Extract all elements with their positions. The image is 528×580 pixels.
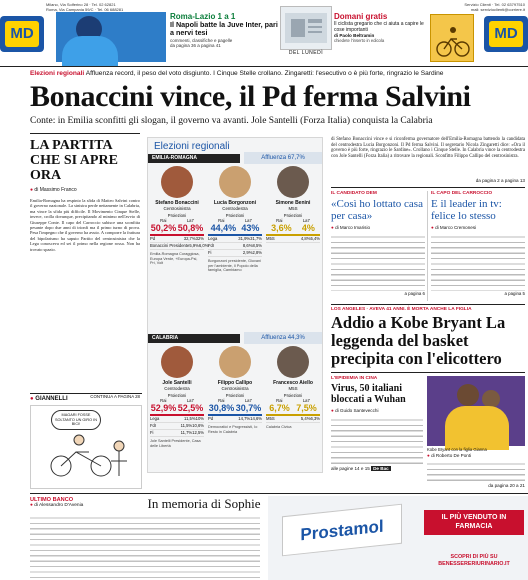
sport-teaser[interactable] xyxy=(170,12,278,48)
kobe-body xyxy=(427,460,525,482)
source-label: La7 xyxy=(244,398,252,403)
party-name: Pd xyxy=(208,416,214,421)
candidate-card[interactable] xyxy=(266,166,320,243)
carroccio-author: ● di Marco Cremonesi xyxy=(431,225,477,230)
advert-logo-left[interactable]: MD xyxy=(0,16,44,52)
kobe-author: ● di Roberto De Ponti xyxy=(427,453,472,458)
list-note: Borgonzoni presidente, Giovani per l'ambiente, Il Popolo della famiglia, Cambiamo xyxy=(208,259,261,273)
party-value: 10% xyxy=(195,416,204,421)
party-value: 6,3% xyxy=(310,416,320,421)
source-label: La7 xyxy=(302,398,310,403)
candidate-photo xyxy=(277,346,309,378)
editorial-author: ● di Massimo Franco xyxy=(30,187,77,193)
party-row xyxy=(208,416,262,423)
dem-candidate-article[interactable] xyxy=(331,191,425,296)
party-name: Lega xyxy=(150,416,160,421)
result-rai: 44,4% xyxy=(210,223,237,233)
party-value: 5,4% xyxy=(310,236,320,241)
gift-teaser-title: Domani gratis xyxy=(334,12,388,21)
result-la7: 4% xyxy=(301,223,315,233)
party-value: 31,9% xyxy=(238,236,251,241)
kobe-photo[interactable] xyxy=(427,376,525,446)
candidate-photo xyxy=(277,166,309,198)
results-panel-title: Elezioni regionali xyxy=(154,141,230,152)
party-value: 14,7% xyxy=(238,416,251,421)
list-note: Democratici e Progressisti, Io Resto in Calabria xyxy=(208,425,258,434)
china-body xyxy=(331,416,423,466)
china-kicker: L'EPIDEMIA IN CINA xyxy=(331,376,378,381)
china-author: ● di Guido Santevecchi xyxy=(331,408,379,413)
candidate-party: Centrosinistra xyxy=(221,386,249,391)
source-label: Rai xyxy=(160,218,167,223)
dem-kicker: IL CANDIDATO DEM xyxy=(331,191,377,196)
source-label: Rai xyxy=(218,398,225,403)
kicker-label: Elezioni regionali xyxy=(30,70,85,77)
result-la7: 52,5% xyxy=(177,403,204,413)
party-row xyxy=(150,430,204,437)
source-label: La7 xyxy=(186,218,194,223)
source-label: La7 xyxy=(302,218,310,223)
masthead-right-info: Servizio Clienti · Tel. 02 63797510 mail: servizioclienti@corriere.it xyxy=(464,2,525,12)
subheadline[interactable]: Conte: in Emilia sconfitti gli slogan, il governo va avanti. Jole Santelli (Forza Italia) conquista la Calabria xyxy=(30,116,433,126)
candidate-name: Jole Santelli xyxy=(162,380,192,386)
result-rai: 30,8% xyxy=(208,403,235,413)
projections-label: Proiezioni xyxy=(225,393,245,398)
candidate-party: M5S xyxy=(288,206,298,211)
candidate-card[interactable] xyxy=(150,346,204,448)
party-value: 11,7% xyxy=(180,430,193,435)
candidate-party: Centrodestra xyxy=(164,386,190,391)
candidate-name: Lucia Borgonzoni xyxy=(213,200,257,206)
lakers-kicker: LOS ANGELES · AVEVA 41 ANNI. È MORTA ANCHE LA FIGLIA xyxy=(331,307,472,312)
sport-teaser-headline: Il Napoli batte la Juve Inter, pari a nervi tesi xyxy=(170,20,278,38)
result-rai: 6,7% xyxy=(269,403,290,413)
sport-teaser-title: Roma-Lazio 1 a 1 xyxy=(170,12,236,21)
list-note: Emilia-Romagna Coraggiosa, Europa Verde, +Europa-Psi, Pri, Volt xyxy=(150,252,200,266)
candidate-name: Francesco Aiello xyxy=(273,380,313,386)
china-article[interactable] xyxy=(331,376,423,471)
ad-product-box xyxy=(282,504,402,557)
masthead-left-info: Milano, Via Solferino 28 · Tel. 02 62821 Roma, Via Campania 59/C · Tel. 06 688281 xyxy=(46,2,124,12)
source-label: La7 xyxy=(244,218,252,223)
giannelli-label: ● GIANNELLI xyxy=(30,396,68,402)
carroccio-page: a pagina 5 xyxy=(504,291,525,296)
masthead-illustration xyxy=(280,6,332,50)
candidate-name: Filippo Callipo xyxy=(217,380,253,386)
projections-label: Proiezioni xyxy=(283,393,303,398)
advert-logo-right[interactable]: MD xyxy=(484,16,528,52)
party-name: Fi xyxy=(208,250,212,255)
party-value: 12,5% xyxy=(192,430,204,435)
party-name: M5S xyxy=(266,416,275,421)
ultimo-banco-author: ● di Alessandro D'Avenia xyxy=(30,503,84,508)
party-value: 5,9% xyxy=(189,243,199,248)
ad-site-link[interactable]: SCOPRI DI PIÙ SU BENESSERERIURINARIO.IT xyxy=(438,554,510,567)
party-value: 14,6% xyxy=(250,416,262,421)
kobe-caption: Kobe Bryant con la figlia Gianna xyxy=(427,447,487,452)
source-label: Rai xyxy=(276,218,283,223)
kicker-bar xyxy=(30,70,528,77)
projections-label: Proiezioni xyxy=(167,393,187,398)
main-headline[interactable]: Bonaccini vince, il Pd ferma Salvini xyxy=(30,80,471,113)
editorial-body: Emilia-Romagna ha respinto la sfida di Matteo Salvini contro il governo nazionale. La sinistra perde nettamente in Calabria, ma vince la sfida più difficile. Il Movimento Cinque Stelle, invece, crolla dovunque, precipitando al minimo nell'avvio di Giuseppe Conte. Il capo del Carroccio subisce una sconfitta pesante dopo due anni di trionfi ma il primo turno di prova. Pesa l'impegno che il governo ha avuto. A comporre la frattura del bipolarismo ha saputo Partito del centrosinistra che la Lega conosceva ed sei il primo nella regione rossa. Non ha trovato spazio. xyxy=(30,198,140,252)
candidate-card[interactable] xyxy=(208,166,262,273)
gift-teaser[interactable] xyxy=(334,12,434,43)
party-name: Lega xyxy=(208,236,218,241)
candidate-name: Stefano Bonaccini xyxy=(155,200,199,206)
party-value: 8,6% xyxy=(242,243,253,248)
candidate-card[interactable] xyxy=(266,346,320,430)
lakers-headline[interactable]: Addio a Kobe Bryant La leggenda del basket precipita con l'elicottero xyxy=(331,313,506,368)
result-rai: 50,2% xyxy=(150,223,177,233)
party-row xyxy=(208,243,262,250)
candidate-name: Simone Benini xyxy=(275,200,311,206)
party-row xyxy=(150,416,204,423)
projections-label: Proiezioni xyxy=(167,213,187,218)
party-row xyxy=(150,236,204,243)
party-value: 6,0% xyxy=(198,243,209,248)
party-row xyxy=(150,243,209,250)
ad-brand: Prostamol xyxy=(300,516,384,545)
candidate-photo xyxy=(161,346,193,378)
ultimo-banco-body xyxy=(30,514,260,578)
ultimo-banco-kicker: ULTIMO BANCO xyxy=(30,497,74,503)
source-label: La7 xyxy=(186,398,194,403)
party-name: Fi xyxy=(150,430,154,435)
party-name: FdI xyxy=(208,243,215,248)
prostamol-ad[interactable] xyxy=(268,496,528,580)
party-value: 32% xyxy=(195,236,204,241)
candidate-party: M5S xyxy=(288,386,298,391)
gift-teaser-author: di Paolo Beltramin xyxy=(334,33,375,38)
football-photo xyxy=(56,12,166,62)
sport-teaser-sub: commenti, classifiche e pagelle xyxy=(170,37,233,43)
carroccio-title: E il leader in tv: felice lo stesso xyxy=(431,198,502,222)
party-value: 10,6% xyxy=(192,423,204,428)
cartoon-bubble: MAGARI FOSSE SOLTANTO UN GIRO IN BICI! xyxy=(51,410,101,430)
party-value: 11,5% xyxy=(184,416,196,421)
list-note: Jole Santelli Presidente, Casa delle Libertà xyxy=(150,439,201,448)
result-la7: 50,8% xyxy=(177,223,204,233)
turnout-emilia: Affluenza 67,7% xyxy=(244,152,322,164)
kobe-pages[interactable]: da pagina 20 a 21 xyxy=(488,483,525,488)
editorial[interactable] xyxy=(30,138,140,399)
list-note: Calabria Civica xyxy=(266,425,292,429)
party-row xyxy=(208,236,262,243)
gift-teaser-text: Il ciclista gregario che ci aiuta a capire le cose importanti xyxy=(334,21,424,33)
giannelli-cartoon[interactable] xyxy=(30,405,142,489)
candidate-card[interactable] xyxy=(208,346,262,434)
party-value: 5,4% xyxy=(300,416,311,421)
result-rai: 52,9% xyxy=(150,403,177,413)
party-row xyxy=(208,250,262,257)
results-panel xyxy=(147,137,323,473)
dem-body xyxy=(331,233,425,291)
party-name: FdI xyxy=(150,423,157,428)
region-label-emilia: EMILIA-ROMAGNA xyxy=(148,154,240,163)
newspaper-logo-icon xyxy=(281,7,331,49)
turnout-calabria: Affluenza 44,3% xyxy=(244,332,322,344)
party-value: 4,8% xyxy=(300,236,311,241)
carroccio-kicker: IL CAPO DEL CARROCCIO xyxy=(431,191,493,196)
candidate-party: Centrosinistra xyxy=(163,206,191,211)
party-value: 8,5% xyxy=(252,243,262,248)
edition-label: DEL LUNEDÌ xyxy=(288,50,324,56)
lead-article-text[interactable]: di Stefano Bonaccini vince e si riconferma governatore dell'Emilia-Romagna battendo la candidata del centrodestra Lucia Borgonzoni. Il Pd ferma Salvini. Il segretario Nicola Zingaretti dice: «Ora il governo è più forte, ringrazio le Sardine». Crollano i Cinque Stelle. In Calabria vince la centrodestra con Jole Santelli (Forza Italia) a ritrovare la regionali. Sconfitto Filippo Callipo del centrosinistra. xyxy=(331,137,525,159)
result-la7: 7,5% xyxy=(296,403,317,413)
gift-teaser-note: chiedete l'inserto in edicola xyxy=(334,38,385,43)
dem-title: «Così ho lottato casa per casa» xyxy=(331,198,423,222)
party-name: M5S xyxy=(266,236,275,241)
gift-book-cover xyxy=(430,14,474,62)
sport-teaser-pages: da pagina 36 a pagina 41 xyxy=(170,42,221,48)
candidate-party: Centrodestra xyxy=(222,206,248,211)
projections-label: Proiezioni xyxy=(225,213,245,218)
china-headline: Virus, 50 italiani bloccati a Wuhan xyxy=(331,383,406,405)
party-row xyxy=(150,423,204,430)
candidate-photo xyxy=(219,346,251,378)
party-row xyxy=(266,416,320,423)
result-rai: 3,6% xyxy=(271,223,292,233)
obituary-title[interactable]: In memoria di Sophie xyxy=(147,496,261,511)
dem-author: ● di Marco Imarisio xyxy=(331,225,371,230)
candidate-photo xyxy=(219,166,251,198)
source-label: Rai xyxy=(218,218,225,223)
result-la7: 43% xyxy=(241,223,260,233)
ad-badge: IL PIÙ VENDUTO IN FARMACIA xyxy=(424,510,524,535)
source-label: Rai xyxy=(276,398,283,403)
party-value: 32,7% xyxy=(183,236,196,241)
dem-page: a pagina 6 xyxy=(404,291,425,296)
source-label: Rai xyxy=(160,398,167,403)
projections-label: Proiezioni xyxy=(283,213,303,218)
candidate-card[interactable] xyxy=(150,166,209,266)
party-row xyxy=(266,236,320,243)
result-la7: 30,7% xyxy=(235,403,262,413)
party-name: Bonaccini Presidente xyxy=(150,243,190,248)
party-name: Pd xyxy=(150,236,156,241)
china-pages: alle pagine 14 e 15 De Bac xyxy=(331,466,389,471)
carroccio-article[interactable] xyxy=(431,191,525,296)
region-label-calabria: CALABRIA xyxy=(148,334,240,343)
carroccio-body xyxy=(431,233,525,291)
party-value: 2,9% xyxy=(242,250,253,255)
kicker-text: Affluenza record, il peso del voto disgiunto. I Cinque Stelle crollano. Zingaretti: l'esecutivo o è più forte, ringrazio le Sardine xyxy=(85,70,444,77)
candidate-photo xyxy=(161,166,193,198)
editorial-title: LA PARTITA CHE SI APRE ORA xyxy=(30,138,118,183)
party-value: 31,7% xyxy=(250,236,262,241)
editorial-continue[interactable]: CONTINUA A PAGINA 28 xyxy=(90,394,140,399)
lead-pages[interactable]: da pagina 2 a pagina 13 xyxy=(475,178,525,183)
party-value: 11,5% xyxy=(180,423,193,428)
party-value: 2,8% xyxy=(252,250,262,255)
cyclist-icon xyxy=(431,15,475,63)
